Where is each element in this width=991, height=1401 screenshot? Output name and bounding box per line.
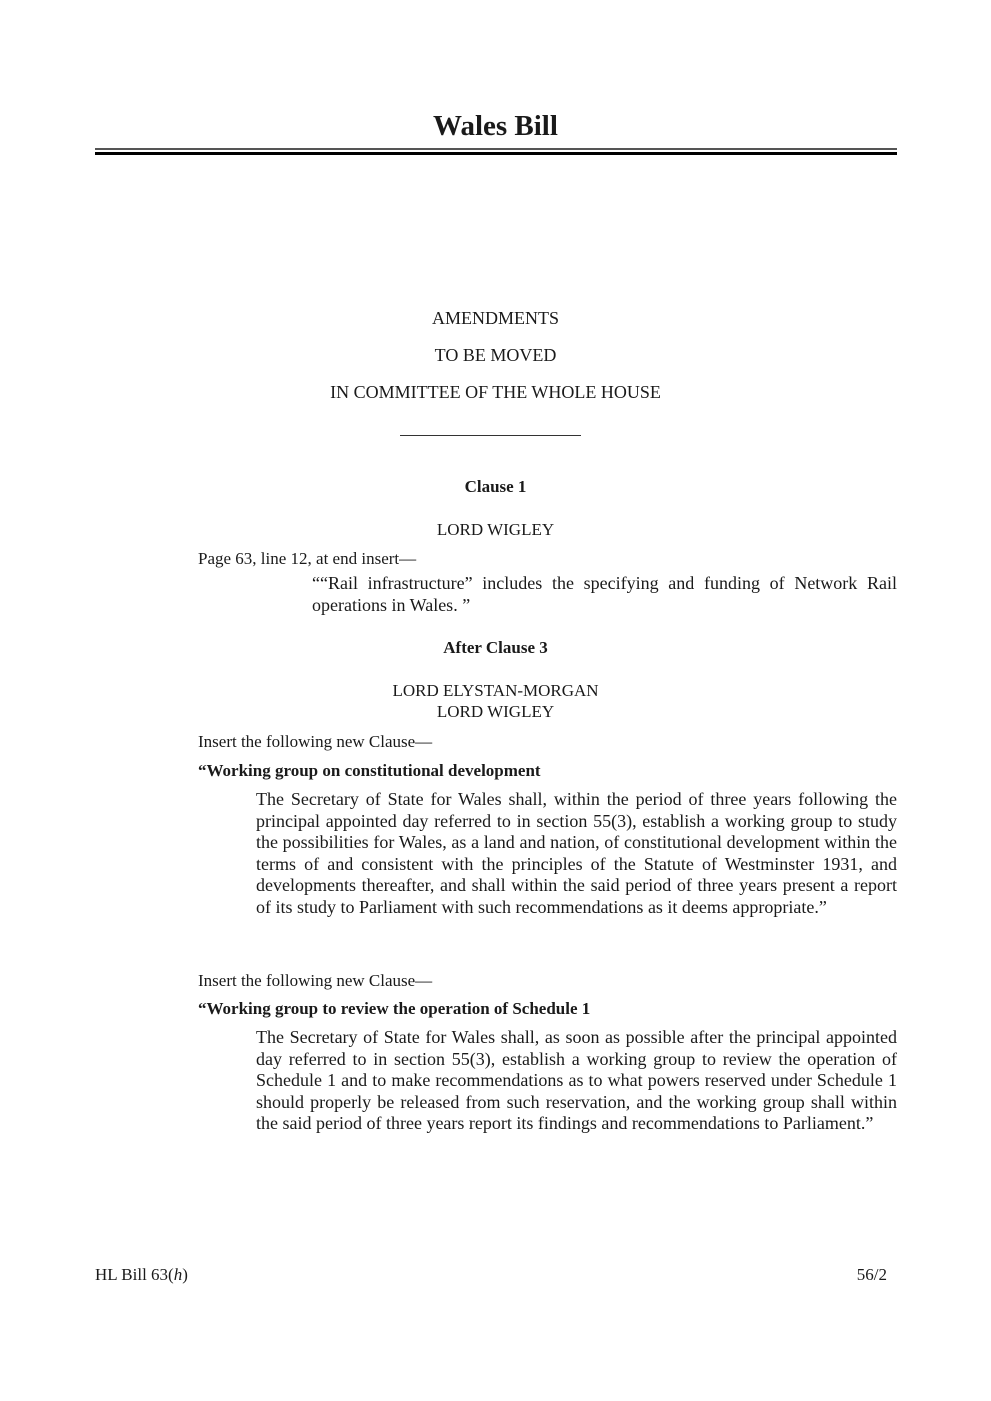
bill-ref-letter: h	[173, 1265, 183, 1284]
amendment-instruction: Page 63, line 12, at end insert—	[198, 549, 417, 568]
bill-reference	[95, 1264, 188, 1286]
heading-amendments: AMENDMENTS	[431, 308, 559, 328]
title-rule-thick	[95, 152, 897, 155]
heading-to-be-moved: TO BE MOVED	[434, 345, 557, 365]
bill-ref-suffix: )	[182, 1265, 188, 1284]
amendment-instruction: Insert the following new Clause—	[198, 732, 433, 751]
amendment-instruction: Insert the following new Clause—	[198, 971, 433, 990]
new-clause-body: The Secretary of State for Wales shall, within the period of three years following the principal appointed day referred to in section 55(3), establish a working group to study the possibilities for Wales, as a land and nation, of constitutional development within the terms of and consistent with the principles of the Statute of Westminster 1931, and developments thereafter, and shall within the said period of three years present a report of its study to Parliament with such recommendations as it deems appropriate.”	[256, 789, 897, 917]
document-title: Wales Bill	[433, 110, 558, 142]
clause-heading: After Clause 3	[443, 638, 548, 657]
clause-heading: Clause 1	[464, 477, 527, 496]
new-clause-title: “Working group on constitutional development	[198, 761, 541, 780]
section-divider	[400, 435, 581, 436]
mover-name: LORD WIGLEY	[436, 702, 555, 721]
title-rule-thin	[95, 148, 897, 150]
new-clause-body: The Secretary of State for Wales shall, as soon as possible after the principal appointed day referred to in section 55(3), establish a working group to review the operation of Schedule 1 and to make recommendations as to what powers reserved under Schedule 1 should properly be released from such reservation, and the working group shall within the said period of three years report its findings and recommendations to Parliament.”	[256, 1027, 897, 1133]
new-clause-title: “Working group to review the operation of Schedule 1	[198, 999, 591, 1018]
heading-committee: IN COMMITTEE OF THE WHOLE HOUSE	[330, 382, 661, 402]
inserted-text: ““Rail infrastructure” includes the specifying and funding of Network Rail operations in Wales. ”	[312, 573, 897, 615]
page-reference: 56/2	[856, 1265, 887, 1284]
mover-name: LORD WIGLEY	[436, 520, 555, 539]
bill-ref-prefix: HL Bill 63(	[95, 1265, 174, 1284]
mover-name: LORD ELYSTAN-MORGAN	[392, 681, 599, 700]
